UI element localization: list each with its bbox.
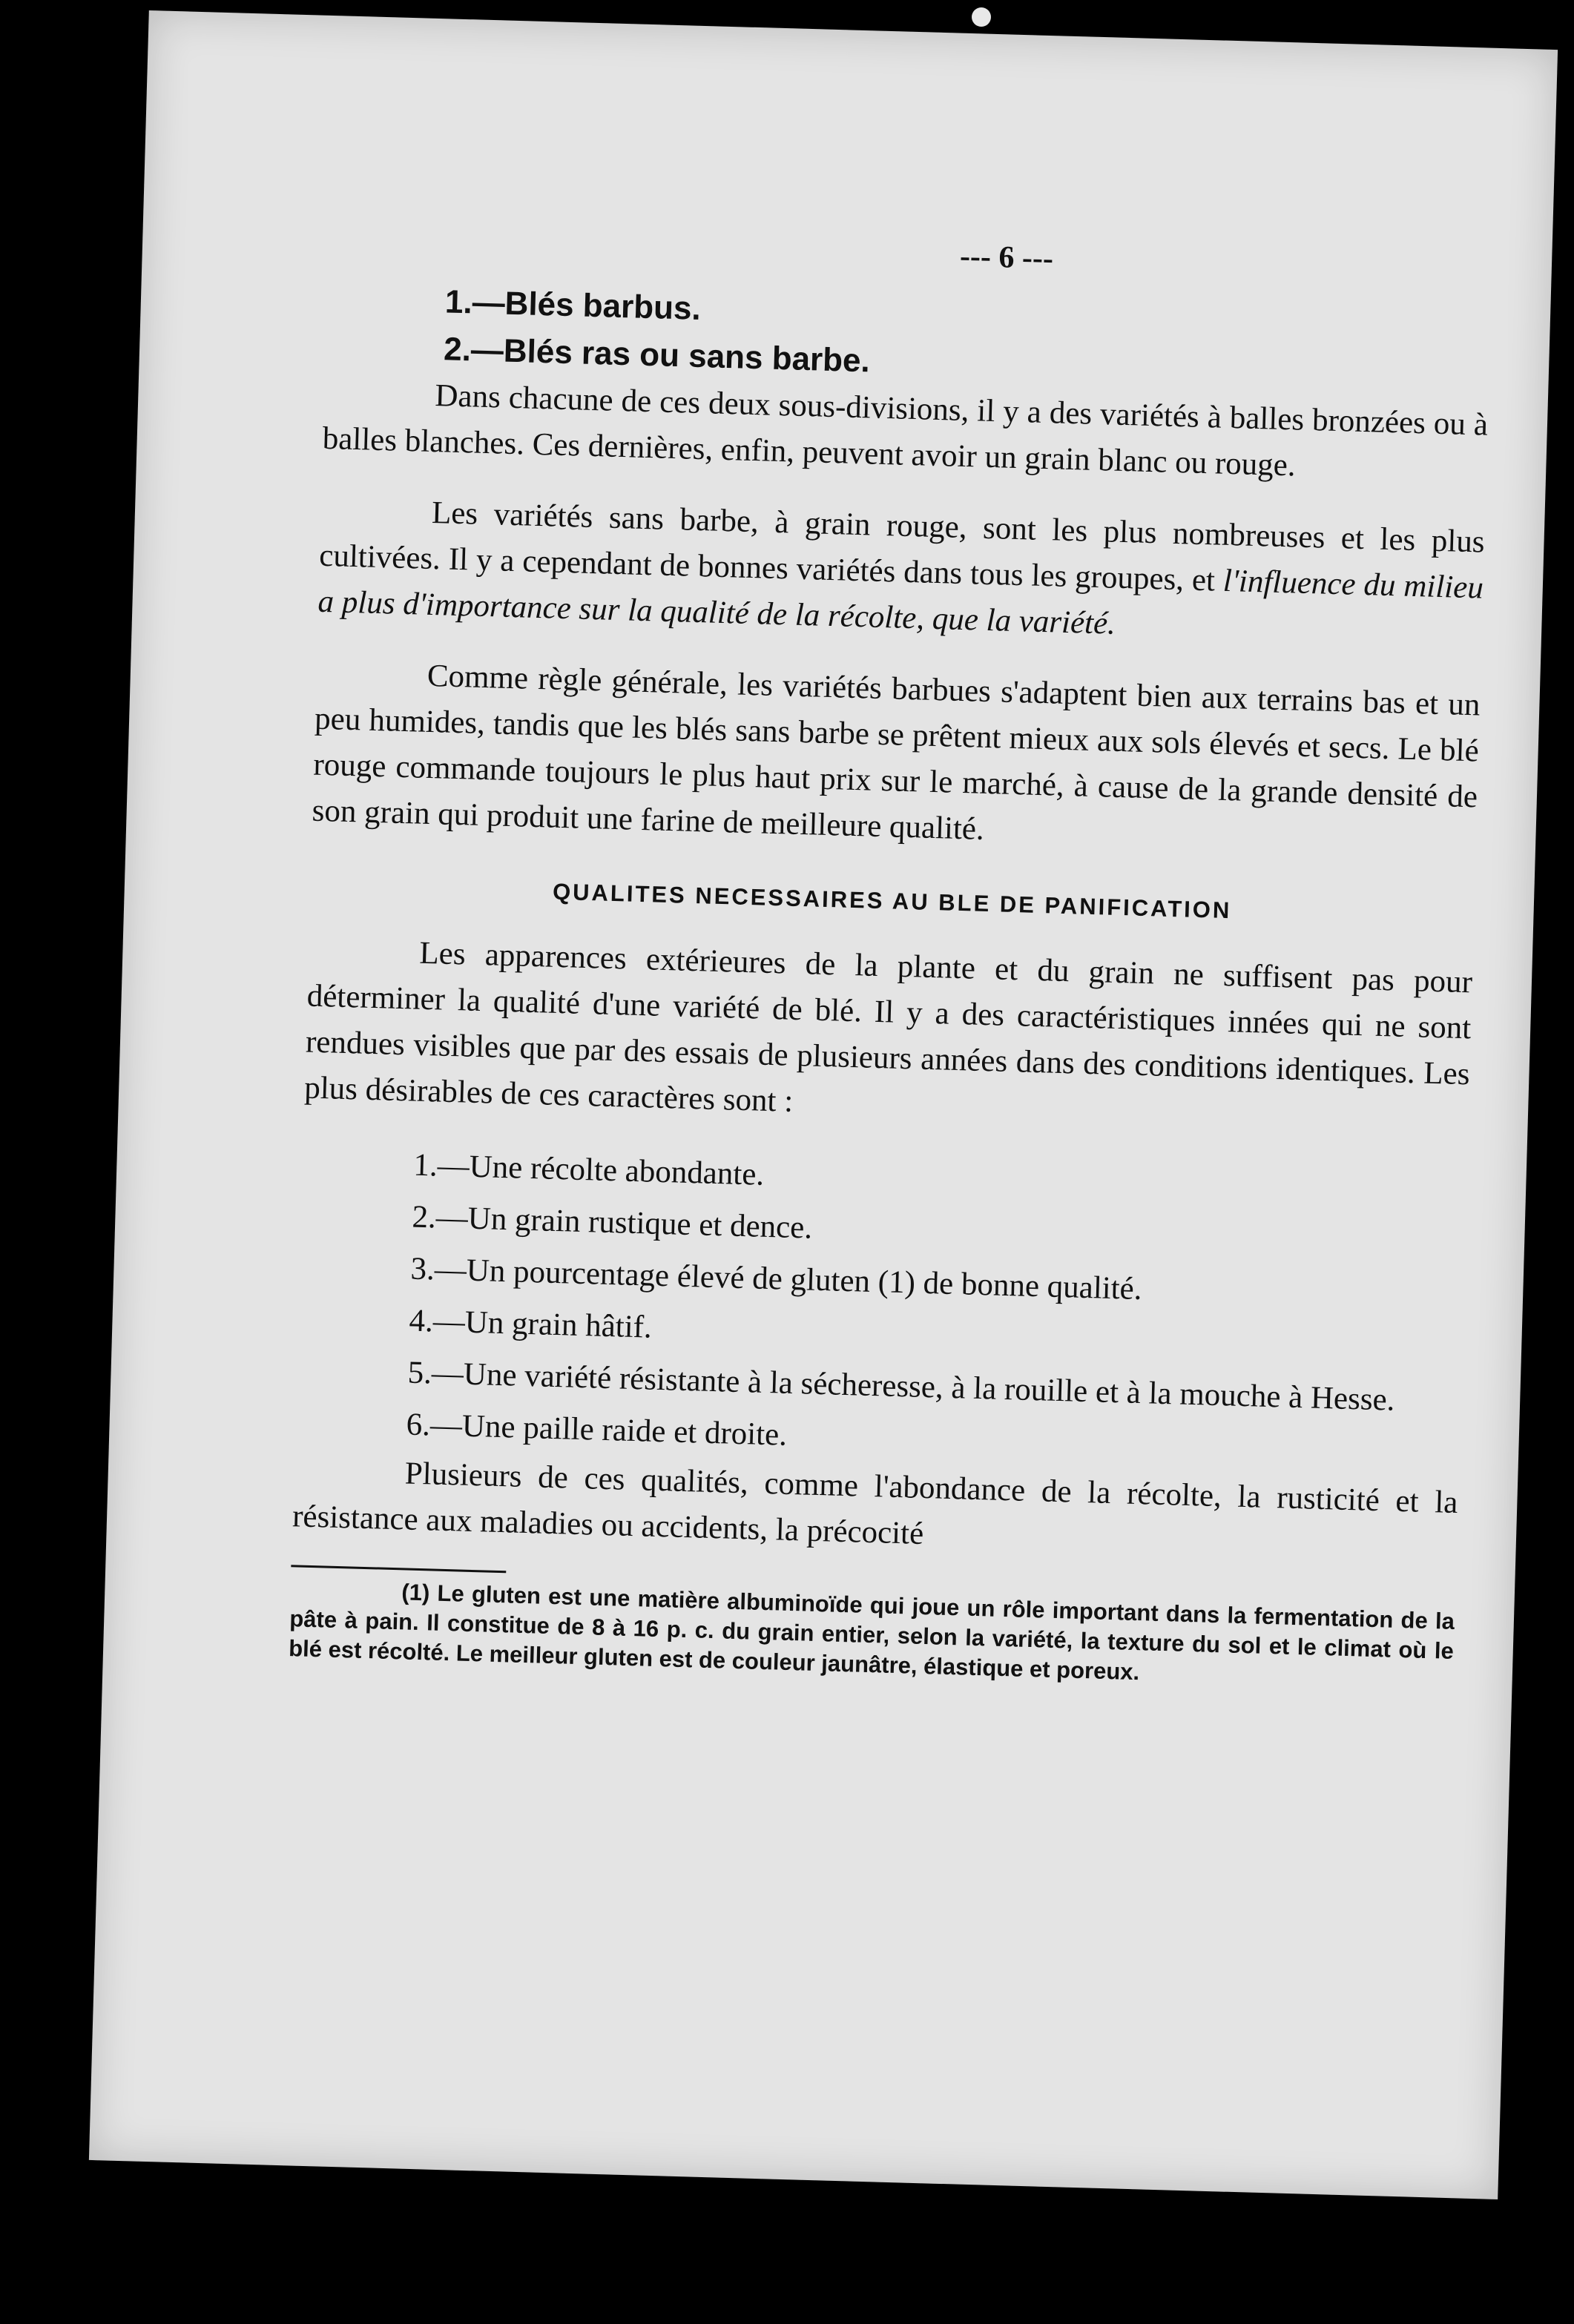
page-content bbox=[289, 216, 1493, 1696]
scan-speck bbox=[972, 7, 991, 27]
paragraph-2 bbox=[317, 487, 1486, 658]
heading-item-2: 2.—Blés ras ou sans barbe. bbox=[443, 331, 871, 380]
paragraph-5: Plusieurs de ces qualités, comme l'abondance de la récolte, la rusticité et la résistance aux maladies ou accidents, la précocité bbox=[292, 1456, 1459, 1551]
paragraph-2-italic: l'influence du milieu a plus d'importance sur la qualité de la récolte, que la variété. bbox=[317, 563, 1484, 641]
footnote-rule bbox=[291, 1565, 506, 1573]
list-item-3: 3.—Un pourcentage élevé de gluten (1) de bonne qualité. bbox=[409, 1251, 1143, 1307]
heading-item-1: 1.—Blés barbus. bbox=[444, 283, 702, 327]
list-item-6: 6.—Une paille raide et droite. bbox=[406, 1407, 788, 1453]
list-item-4: 4.—Un grain hâtif. bbox=[409, 1303, 653, 1345]
list-item-5: 5.—Une variété résistante à la sécheresse, à la rouille et à la mouche à Hesse. bbox=[407, 1355, 1396, 1418]
footnote: (1) Le gluten est une matière albuminoïde qui joue un rôle important dans la fermentation de la pâte à pain. Il constitue de 8 à 16 p. c. du grain entier, selon la variété, la texture du sol et le climat où le blé est récolté. Le meilleur gluten est de couleur jaunâtre, élastique et poreux. bbox=[288, 1579, 1455, 1686]
paragraph-1: Dans chacune de ces deux sous-divisions, il y a des variétés à balles bronzées ou à balles blanches. Ces dernières, enfin, peuvent avoir un grain blanc ou rouge. bbox=[322, 378, 1489, 483]
section-title: QUALITES NECESSAIRES AU BLE DE PANIFICATION bbox=[552, 878, 1232, 924]
list-item-2: 2.—Un grain rustique et dence. bbox=[411, 1199, 813, 1246]
paragraph-4: Les apparences extérieures de la plante et du grain ne suffisent pas pour déterminer la qualité d'une variété de blé. Il y a des caractéristiques innées qui ne sont rendues visibles que par des essais de plusieurs années dans des conditions identiques. Les plus désirables de ces caractères sont : bbox=[303, 935, 1473, 1119]
list-item-1: 1.—Une récolte abondante. bbox=[412, 1147, 765, 1192]
page-number: --- 6 --- bbox=[959, 239, 1054, 277]
paragraph-2-text: Les variétés sans barbe, à grain rouge, sont les plus nombreuses et les plus cultivées. Il y a cependant de bonnes variétés dans tous les groupes, et bbox=[318, 495, 1486, 598]
paragraph-3: Comme règle générale, les variétés barbues s'adaptent bien aux terrains bas et un peu humides, tandis que les blés sans barbe se prêtent mieux aux sols élevés et secs. Le blé rouge commande toujours le plus haut prix sur le marché, à cause de la grande densité de son grain qui produit une farine de meilleure qualité. bbox=[312, 658, 1481, 847]
document-page bbox=[89, 10, 1558, 2199]
